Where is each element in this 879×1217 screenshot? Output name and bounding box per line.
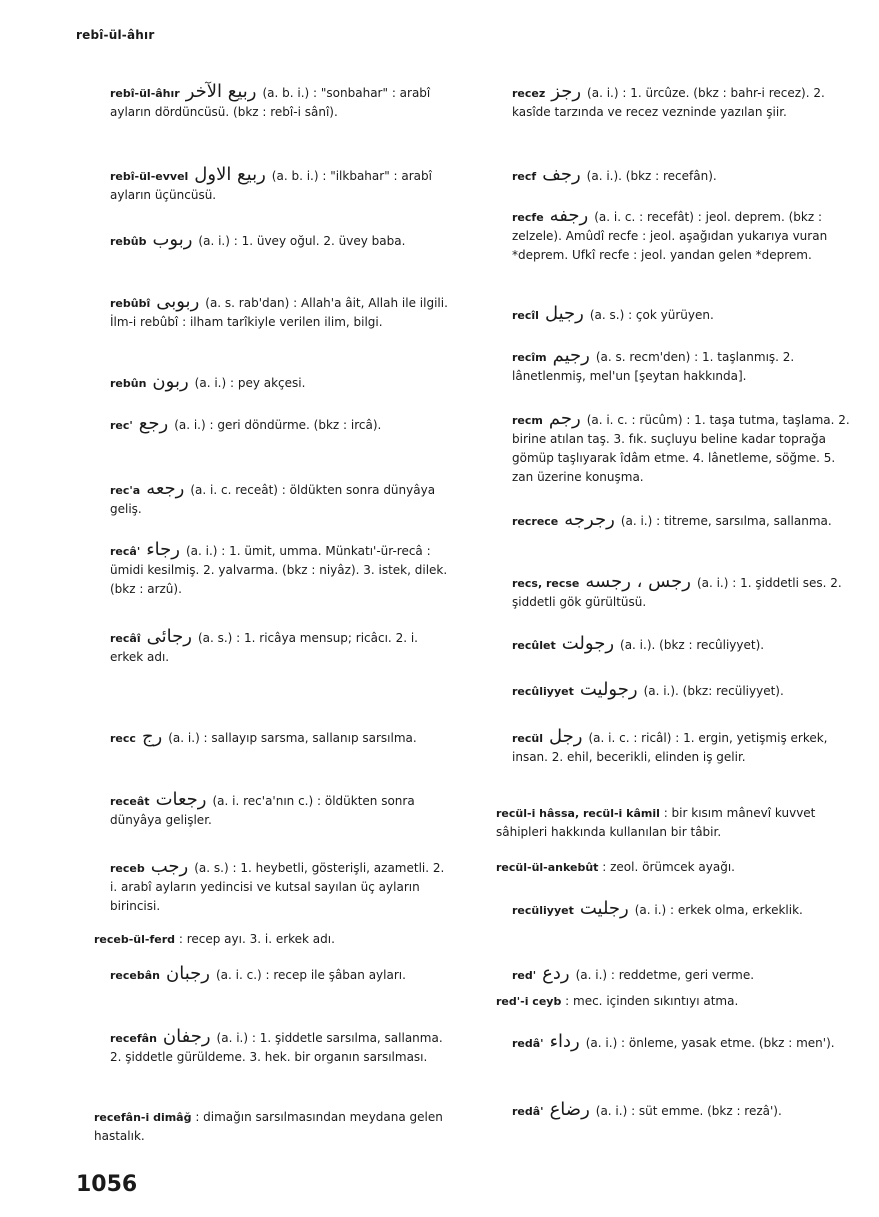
subentry-term: recül-ül-ankebût bbox=[496, 861, 599, 874]
dictionary-entry bbox=[76, 230, 451, 251]
arabic-script: رجوليت bbox=[579, 679, 638, 700]
dictionary-entry bbox=[76, 292, 451, 332]
dictionary-entry bbox=[478, 346, 853, 386]
headword: redâ' bbox=[512, 1105, 544, 1118]
page-number: 1056 bbox=[76, 1172, 138, 1197]
dictionary-entry bbox=[478, 1032, 853, 1053]
headword: recf bbox=[512, 170, 537, 183]
dictionary-entry bbox=[76, 1027, 451, 1067]
definition: (a. s.) : 1. heybetli, gösterişli, azametli. 2. i. arabî ayların yedincisi ve kutsal sayılan üç ayların birincisi. bbox=[110, 861, 445, 913]
headword: recüliyyet bbox=[512, 904, 574, 917]
definition: (a. i. c. : recefât) : jeol. deprem. (bkz : zelzele). Amûdî recfe : jeol. aşağıdan yukarıya vuran *deprem. Ufkî recfe : jeol. yandan gelen *deprem. bbox=[512, 210, 828, 262]
headword: recc bbox=[110, 732, 136, 745]
headword: rebûn bbox=[110, 377, 147, 390]
headword: recefân bbox=[110, 1032, 157, 1045]
headword: recm bbox=[512, 414, 543, 427]
dictionary-subentry bbox=[478, 804, 853, 842]
definition: (a. i. c. : rücûm) : 1. taşa tutma, taşlama. 2. birine atılan taş. 3. fık. suçluyu beline kadar toprağa gömüp taşlıyarak îdâm etme. 4. lânetleme, söğme. 5. zan üzerine konuşma. bbox=[512, 413, 850, 484]
arabic-script: رجائى bbox=[146, 626, 192, 647]
definition: (a. s. rab'dan) : Allah'a âit, Allah ile ilgili. İlm-i rebûbî : ilham tarîkiyle verilen ilim, bilgi. bbox=[110, 296, 448, 329]
definition: (a. b. i.) : "ilkbahar" : arabî ayların üçüncüsü. bbox=[110, 169, 432, 202]
definition: (a. i.) : geri döndürme. (bkz : ircâ). bbox=[174, 418, 382, 432]
headword: redâ' bbox=[512, 1037, 544, 1050]
definition: (a. i. c. receât) : öldükten sonra dünyâya geliş. bbox=[110, 483, 436, 516]
headword: recrece bbox=[512, 515, 559, 528]
arabic-script: رجولت bbox=[561, 633, 615, 654]
dictionary-entry bbox=[76, 414, 451, 435]
definition: : dimağın sarsılmasından meydana gelen hastalık. bbox=[94, 1110, 443, 1143]
definition: (a. i.) : pey akçesi. bbox=[194, 376, 306, 390]
headword: recez bbox=[512, 87, 546, 100]
headword: recîl bbox=[512, 309, 539, 322]
headword: recâ' bbox=[110, 545, 141, 558]
definition: (a. i.). (bkz : recûliyyet). bbox=[620, 638, 765, 652]
subentry-term: recefân-i dimâğ bbox=[94, 1111, 192, 1124]
arabic-script: رجرجه bbox=[564, 509, 615, 530]
definition: (a. s.) : 1. ricâya mensup; ricâcı. 2. i. erkek adı. bbox=[110, 631, 418, 664]
arabic-script: رجفان bbox=[162, 1026, 211, 1047]
dictionary-entry bbox=[478, 572, 853, 612]
headword: rec' bbox=[110, 419, 133, 432]
dictionary-entry bbox=[76, 627, 451, 667]
headword: rec'a bbox=[110, 484, 141, 497]
headword: recül bbox=[512, 732, 544, 745]
definition: (a. i. c.) : recep ile şâban ayları. bbox=[215, 968, 406, 982]
definition: (a. i.) : süt emme. (bkz : rezâ'). bbox=[595, 1104, 782, 1118]
arabic-script: ربوبى bbox=[156, 291, 200, 312]
arabic-script: رج bbox=[141, 726, 163, 747]
definition: (a. i.) : 1. şiddetle sarsılma, sallanma. 2. şiddetle gürüldeme. 3. hek. bir organın sarsılması. bbox=[110, 1031, 443, 1064]
headword: receb bbox=[110, 862, 145, 875]
definition: : recep ayı. 3. i. erkek adı. bbox=[178, 932, 335, 946]
definition: (a. i.). (bkz: recüliyyet). bbox=[643, 684, 784, 698]
headword: rebûb bbox=[110, 235, 147, 248]
definition: (a. i.) : 1. ümit, umma. Münkatı'-ür-recâ : ümidi kesilmiş. 2. yalvarma. (bkz : niyâz). 3. istek, dilek. (bkz : arzû). bbox=[110, 544, 448, 596]
arabic-script: رجس ، رجسه bbox=[585, 571, 691, 592]
definition: (a. i.) : reddetme, geri verme. bbox=[575, 968, 755, 982]
arabic-script: ربوب bbox=[152, 229, 193, 250]
dictionary-entry bbox=[76, 727, 451, 748]
dictionary-entry bbox=[478, 634, 853, 655]
definition: (a. s. recm'den) : 1. taşlanmış. 2. lânetlenmiş, mel'un [şeytan hakkında]. bbox=[512, 350, 795, 383]
dictionary-entry bbox=[76, 372, 451, 393]
headword: recs, recse bbox=[512, 577, 580, 590]
dictionary-entry bbox=[478, 510, 853, 531]
arabic-script: رداء bbox=[549, 1031, 580, 1052]
running-head: rebî-ül-âhır bbox=[76, 28, 155, 42]
arabic-script: رجيم bbox=[552, 345, 590, 366]
headword: rebî-ül-evvel bbox=[110, 170, 189, 183]
dictionary-entry bbox=[478, 304, 853, 325]
dictionary-entry bbox=[478, 409, 853, 487]
definition: (a. i.) : 1. üvey oğul. 2. üvey baba. bbox=[198, 234, 406, 248]
dictionary-entry bbox=[76, 857, 451, 916]
dictionary-subentry bbox=[76, 1108, 451, 1146]
headword: recâî bbox=[110, 632, 141, 645]
arabic-script: ربيع الاول bbox=[194, 164, 266, 185]
headword: red' bbox=[512, 969, 537, 982]
arabic-script: رجعات bbox=[155, 789, 207, 810]
arabic-script: رجليت bbox=[579, 898, 629, 919]
dictionary-entry bbox=[76, 82, 451, 122]
headword: rebûbî bbox=[110, 297, 151, 310]
dictionary-entry bbox=[478, 82, 853, 122]
arabic-script: رجم bbox=[548, 408, 581, 429]
headword: recûlet bbox=[512, 639, 556, 652]
definition: (a. i.). (bkz : recefân). bbox=[586, 169, 717, 183]
headword: recûliyyet bbox=[512, 685, 574, 698]
dictionary-entry bbox=[478, 727, 853, 767]
definition: : zeol. örümcek ayağı. bbox=[602, 860, 735, 874]
definition: (a. s.) : çok yürüyen. bbox=[589, 308, 714, 322]
dictionary-entry bbox=[478, 206, 853, 265]
definition: (a. i. rec'a'nın c.) : öldükten sonra dünyâya gelişler. bbox=[110, 794, 415, 827]
headword: receât bbox=[110, 795, 150, 808]
dictionary-subentry bbox=[478, 992, 853, 1011]
dictionary-entry bbox=[478, 964, 853, 985]
arabic-script: رجفه bbox=[549, 205, 589, 226]
dictionary-subentry bbox=[76, 930, 451, 949]
dictionary-subentry bbox=[478, 858, 853, 877]
arabic-script: رجعه bbox=[146, 478, 185, 499]
definition: : mec. içinden sıkıntıyı atma. bbox=[565, 994, 739, 1008]
headword: recebân bbox=[110, 969, 160, 982]
arabic-script: رجب bbox=[150, 856, 189, 877]
arabic-script: رجيل bbox=[544, 303, 584, 324]
dictionary-entry bbox=[76, 790, 451, 830]
arabic-script: ربيع الآخر bbox=[185, 81, 257, 102]
subentry-term: receb-ül-ferd bbox=[94, 933, 176, 946]
definition: (a. i.) : erkek olma, erkeklik. bbox=[634, 903, 803, 917]
definition: (a. i.) : sallayıp sarsma, sallanıp sarsılma. bbox=[168, 731, 417, 745]
dictionary-entry bbox=[76, 540, 451, 599]
subentry-term: red'-i ceyb bbox=[496, 995, 562, 1008]
subentry-term: recül-i hâssa, recül-i kâmil bbox=[496, 807, 660, 820]
arabic-script: رجز bbox=[551, 81, 582, 102]
definition: (a. b. i.) : "sonbahar" : arabî ayların dördüncüsü. (bkz : rebî-i sânî). bbox=[110, 86, 431, 119]
arabic-script: رجبان bbox=[166, 963, 210, 984]
arabic-script: رجع bbox=[138, 413, 169, 434]
dictionary-entry bbox=[76, 165, 451, 205]
dictionary-entry bbox=[478, 680, 853, 701]
dictionary-entry bbox=[478, 1100, 853, 1121]
definition: (a. i.) : titreme, sarsılma, sallanma. bbox=[620, 514, 832, 528]
arabic-script: رضاع bbox=[549, 1099, 590, 1120]
headword: rebî-ül-âhır bbox=[110, 87, 180, 100]
arabic-script: رجف bbox=[542, 164, 581, 185]
definition: (a. i.) : önleme, yasak etme. (bkz : men'). bbox=[585, 1036, 835, 1050]
dictionary-entry bbox=[76, 964, 451, 985]
dictionary-entry bbox=[478, 899, 853, 920]
definition: (a. i.) : 1. ürcûze. (bkz : bahr-i recez). 2. kasîde tarzında ve recez vezninde yazılan şiir. bbox=[512, 86, 825, 119]
dictionary-entry bbox=[478, 165, 853, 186]
arabic-script: ربون bbox=[152, 371, 189, 392]
arabic-script: ردع bbox=[542, 963, 570, 984]
definition: (a. i. c. : ricâl) : 1. ergin, yetişmiş erkek, insan. 2. ehil, becerikli, elinden iş gelir. bbox=[512, 731, 828, 764]
headword: recfe bbox=[512, 211, 544, 224]
arabic-script: رجاء bbox=[146, 539, 180, 560]
arabic-script: رجل bbox=[549, 726, 583, 747]
definition: (a. i.) : 1. şiddetli ses. 2. şiddetli gök gürültüsü. bbox=[512, 576, 842, 609]
dictionary-entry bbox=[76, 479, 451, 519]
headword: recîm bbox=[512, 351, 547, 364]
definition: : bir kısım mânevî kuvvet sâhipleri hakkında kullanılan bir tâbir. bbox=[496, 806, 816, 839]
